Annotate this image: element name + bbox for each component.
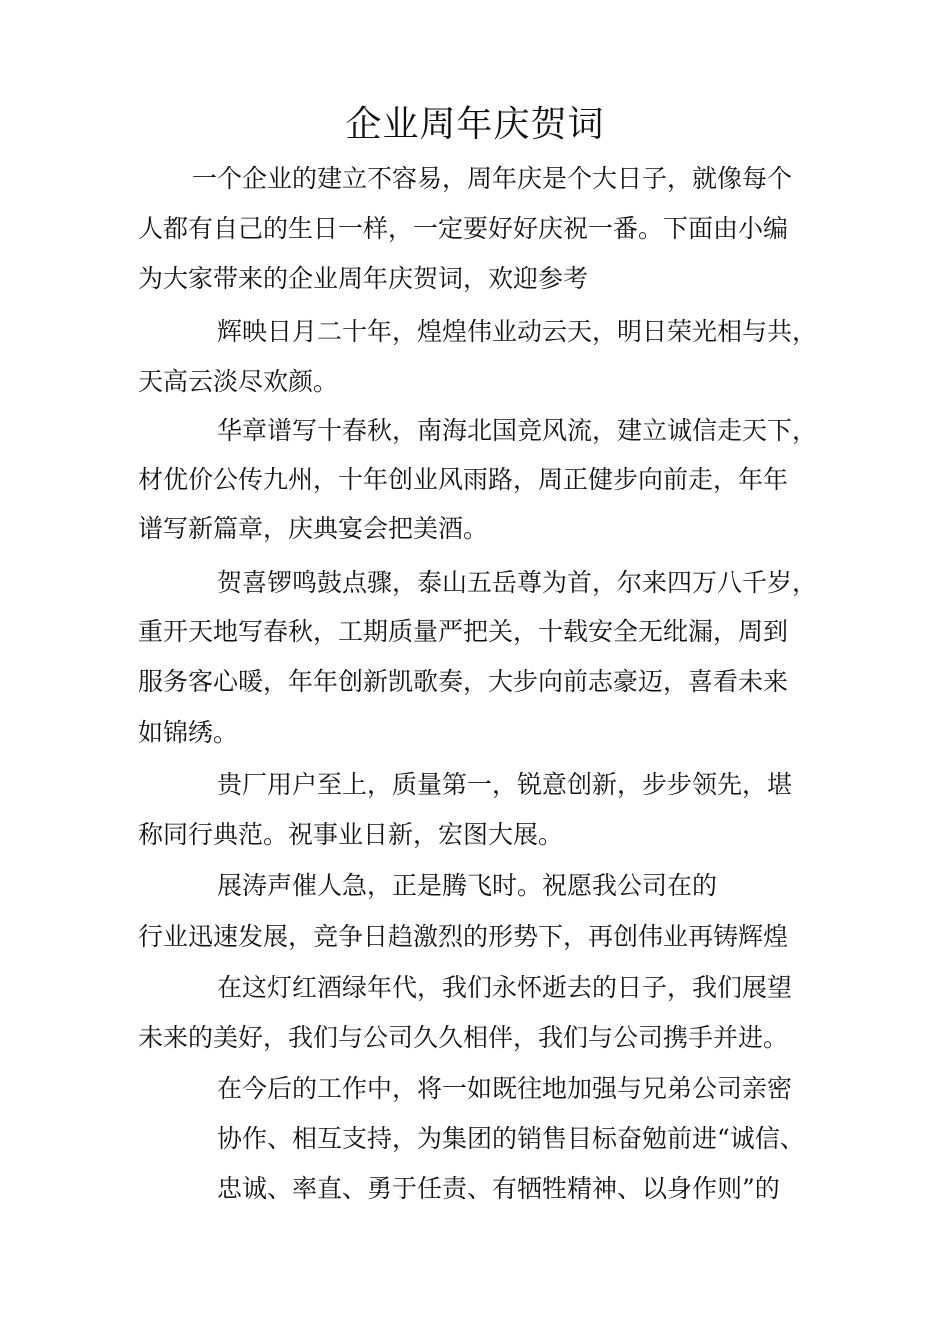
text-line: 重开天地写春秋，工期质量严把关，十载安全无纰漏，周到: [138, 617, 789, 646]
text-line: 行业迅速发展，竞争日趋激烈的形势下，再创伟业再铸辉煌: [138, 922, 789, 951]
text-line: 贵厂用户至上，质量第一，锐意创新，步步领先，堪: [217, 770, 793, 799]
document-title: 企业周年庆贺词: [345, 104, 605, 145]
text-line: 谱写新篇章，庆典宴会把美酒。: [138, 514, 489, 543]
text-line: 称同行典范。祝事业日新，宏图大展。: [138, 820, 564, 849]
text-line: 在这灯红酒绿年代，我们永怀逝去的日子，我们展望: [217, 973, 793, 1002]
text-line: 协作、相互支持，为集团的销售目标奋勉前进“诚信、: [217, 1124, 805, 1153]
text-line: 华章谱写十春秋，南海北国竞风流，建立诚信走天下，: [217, 416, 818, 445]
text-line: 忠诚、率直、勇于任责、有牺牲精神、以身作则”的: [217, 1174, 780, 1203]
text-line: 天高云淡尽欢颜。: [138, 367, 339, 396]
text-line: 为大家带来的企业周年庆贺词，欢迎参考: [138, 264, 589, 293]
text-line: 服务客心暖，年年创新凯歌奏，大步向前志豪迈，喜看未来: [138, 667, 789, 696]
text-line: 贺喜锣鸣鼓点骤，泰山五岳尊为首，尔来四万八千岁，: [217, 568, 818, 597]
text-line: 一个企业的建立不容易，周年庆是个大日子，就像每个: [192, 164, 793, 193]
text-line: 如锦绣。: [138, 718, 239, 747]
text-line: 材优价公传九州，十年创业风雨路，周正健步向前走，年年: [138, 465, 789, 494]
text-line: 未来的美好，我们与公司久久相伴，我们与公司携手并进。: [138, 1023, 789, 1052]
text-line: 辉映日月二十年，煌煌伟业动云天，明日荣光相与共，: [217, 317, 818, 346]
text-line: 展涛声催人急，正是腾飞时。祝愿我公司在的: [217, 871, 718, 900]
text-line: 人都有自己的生日一样，一定要好好庆祝一番。下面由小编: [138, 214, 789, 243]
text-line: 在今后的工作中，将一如既往地加强与兄弟公司亲密: [217, 1074, 793, 1103]
